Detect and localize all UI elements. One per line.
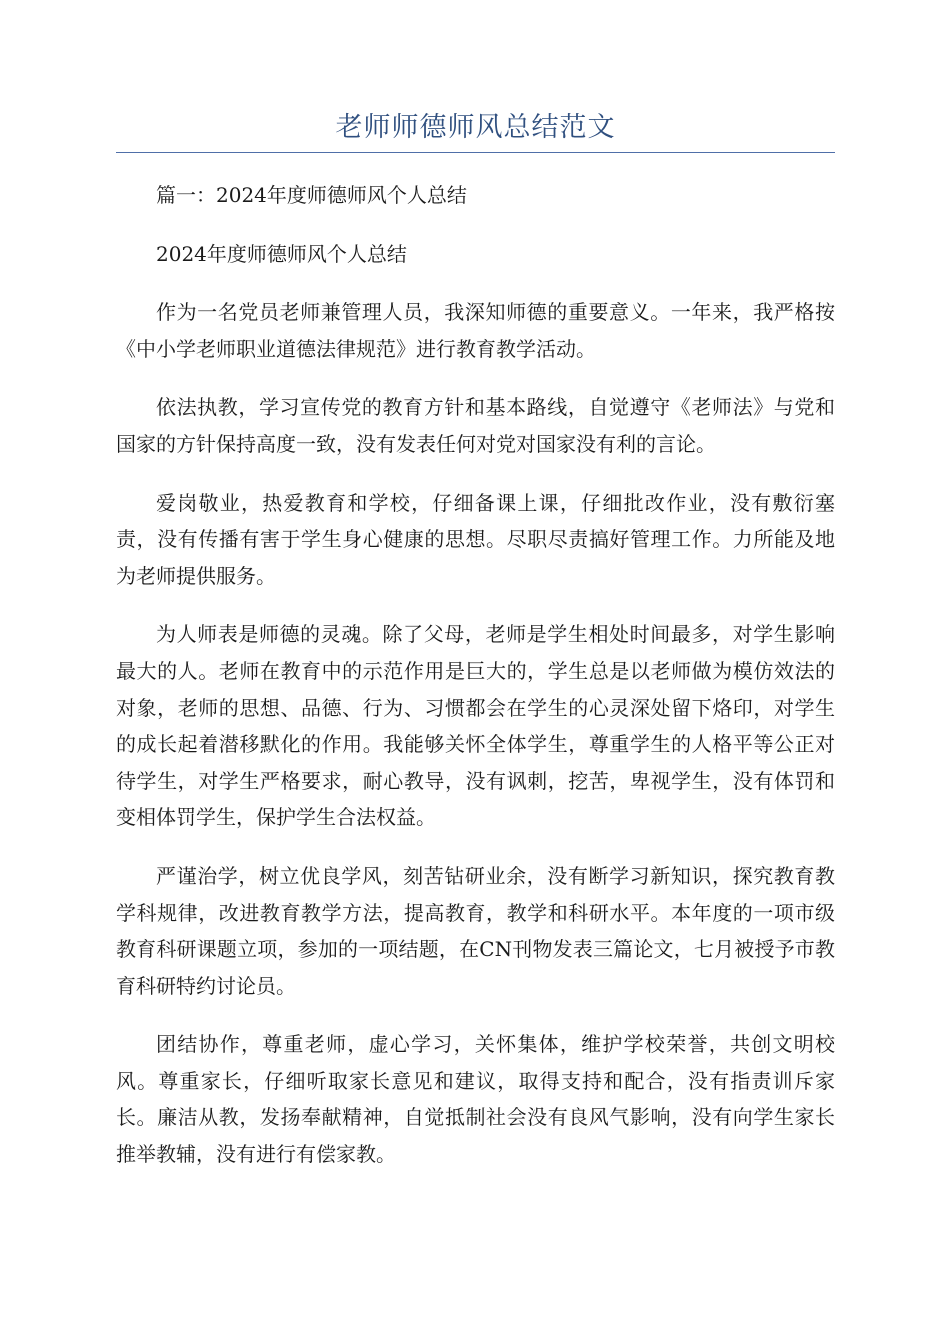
document-body bbox=[116, 177, 835, 1173]
title-underline bbox=[116, 152, 835, 153]
document-title: 老师师德师风总结范文 bbox=[335, 112, 616, 143]
body-paragraph: 团结协作，尊重老师，虚心学习，关怀集体，维护学校荣誉，共创文明校风。尊重家长，仔细听取家长意见和建议，取得支持和配合，没有指责训斥家长。廉洁从教，发扬奉献精神，自觉抵制社会没有良风气影响，没有向学生家长推举教辅，没有进行有偿家教。 bbox=[116, 1032, 835, 1167]
body-paragraph: 依法执教，学习宣传党的教育方针和基本路线，自觉遵守《老师法》与党和国家的方针保持高度一致，没有发表任何对党对国家没有利的言论。 bbox=[116, 395, 835, 456]
body-paragraph: 作为一名党员老师兼管理人员，我深知师德的重要意义。一年来，我严格按《中小学老师职业道德法律规范》进行教育教学活动。 bbox=[116, 300, 835, 361]
body-paragraph: 为人师表是师德的灵魂。除了父母，老师是学生相处时间最多，对学生影响最大的人。老师在教育中的示范作用是巨大的，学生总是以老师做为模仿效法的对象，老师的思想、品德、行为、习惯都会在学生的心灵深处留下烙印，对学生的成长起着潜移默化的作用。我能够关怀全体学生，尊重学生的人格平等公正对待学生，对学生严格要求，耐心教导，没有讽刺，挖苦，卑视学生，没有体罚和变相体罚学生，保护学生合法权益。 bbox=[116, 622, 835, 830]
section-heading: 篇一：2024年度师德师风个人总结 bbox=[156, 183, 467, 207]
body-paragraph: 爱岗敬业，热爱教育和学校，仔细备课上课，仔细批改作业，没有敷衍塞责，没有传播有害于学生身心健康的思想。尽职尽责搞好管理工作。力所能及地为老师提供服务。 bbox=[116, 490, 835, 588]
document-page bbox=[116, 108, 835, 1195]
subtitle-paragraph: 2024年度师德师风个人总结 bbox=[156, 241, 407, 266]
body-paragraph: 严谨治学，树立优良学风，刻苦钻研业余，没有断学习新知识，探究教育教学科规律，改进教育教学方法，提高教育，教学和科研水平。本年度的一项市级教育科研课题立项，参加的一项结题，在CN刊物发表三篇论文，七月被授予市教育科研特约讨论员。 bbox=[116, 863, 835, 998]
